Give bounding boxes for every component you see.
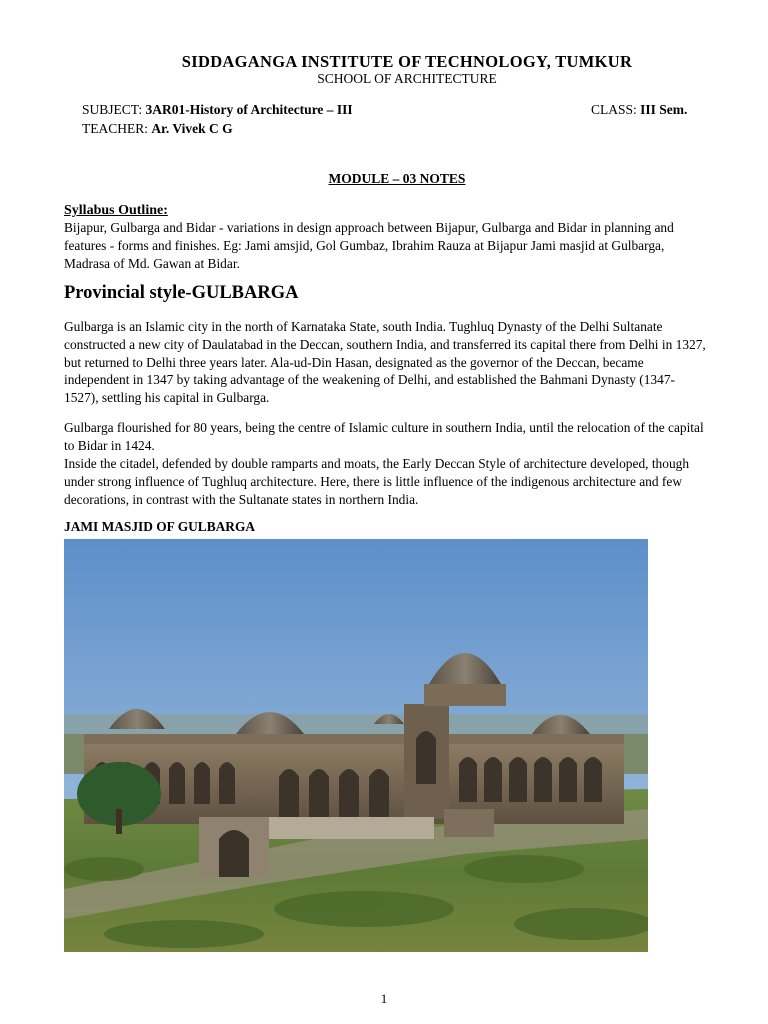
syllabus-heading: Syllabus Outline:: [64, 203, 168, 218]
paragraph-3: Inside the citadel, defended by double ramparts and moats, the Early Deccan Style of architecture developed, though under strong influence of Tughluq architecture. Here, there is little influence of the indigenous architecture and few decorations, in contrast with the Sultanate states in northern India.: [64, 456, 690, 507]
syllabus-text: Bijapur, Gulbarga and Bidar - variations in design approach between Bijapur, Gulbarga and Bidar in planning and features - forms and finishes. Eg: Jami amsjid, Gol Gumbaz, Ibrahim Rauza at Bijapur Jami masjid at Gulbarga, Madrasa of Md. Gawan at Bidar.: [64, 220, 674, 271]
section-heading: Provincial style-GULBARGA: [64, 283, 299, 303]
subject-label: SUBJECT:: [82, 102, 143, 117]
teacher-line: [82, 121, 233, 137]
page-number: 1: [380, 991, 388, 1006]
class-value: III Sem.: [640, 102, 688, 117]
teacher-value: Ar. Vivek C G: [151, 121, 233, 136]
subject-value: 3AR01-History of Architecture – III: [145, 102, 353, 117]
school-name: SCHOOL OF ARCHITECTURE: [317, 71, 497, 86]
paragraph-1: Gulbarga is an Islamic city in the north of Karnataka State, south India. Tughluq Dynasty of the Delhi Sultanate constructed a new city of Daulatabad in the Deccan, southern India, and transferred its capital there from Delhi in 1327, but returned to Delhi three years later. Ala-ud-Din Hasan, designated as the governor of the Deccan, became independent in 1347 by taking advantage of the weakening of Delhi, and established the Bahmani Dynasty (1347-1527), settling his capital in Gulbarga.: [64, 319, 706, 406]
teacher-label: TEACHER:: [82, 121, 148, 136]
class-label: CLASS:: [591, 102, 637, 117]
module-title: MODULE – 03 NOTES: [328, 171, 466, 186]
paragraph-2: Gulbarga flourished for 80 years, being the centre of Islamic culture in southern India, until the relocation of the capital to Bidar in 1424.: [64, 420, 704, 453]
institute-title: SIDDAGANGA INSTITUTE OF TECHNOLOGY, TUMKUR: [181, 52, 633, 71]
figure-heading: JAMI MASJID OF GULBARGA: [64, 519, 256, 534]
subject-line: [82, 102, 353, 118]
jami-masjid-photo: [64, 539, 648, 952]
class-line: [591, 102, 687, 118]
